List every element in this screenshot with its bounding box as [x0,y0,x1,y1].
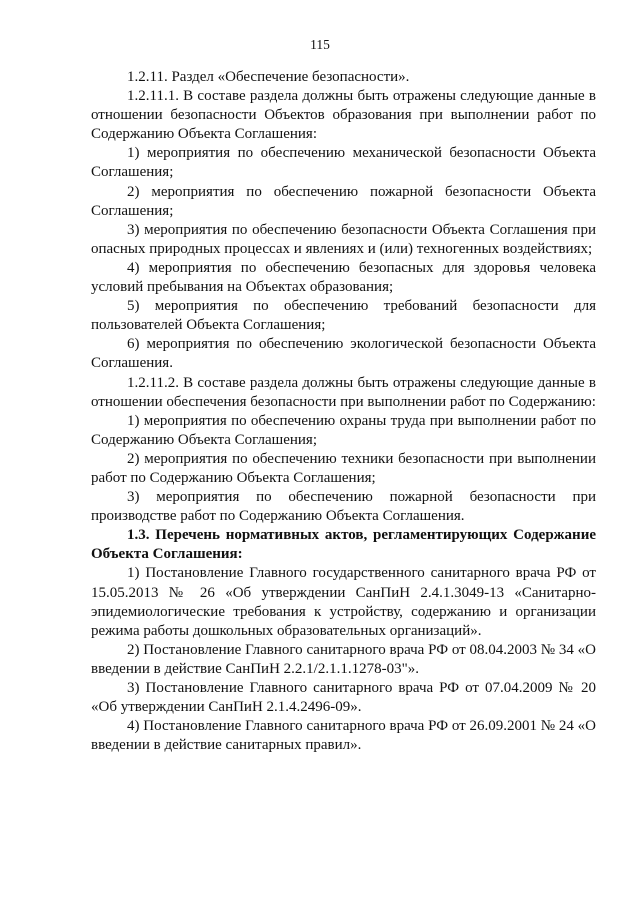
section-heading: 1.3. Перечень нормативных актов, регламентирующих Содержание Объекта Соглашения: [91,527,596,563]
paragraph: 3) Постановление Главного санитарного врача РФ от 07.04.2009 № 20 «Об утверждении СанПиН 2.1.4.2496-09». [91,680,596,716]
paragraph: 2) мероприятия по обеспечению пожарной безопасности Объекта Соглашения; [91,183,596,219]
page-number: 115 [310,37,330,52]
paragraph: 2) Постановление Главного санитарного врача РФ от 08.04.2003 № 34 «О введении в действие СанПиН 2.2.1/2.1.1.1278-03"». [91,641,596,677]
paragraph: 6) мероприятия по обеспечению экологической безопасности Объекта Соглашения. [91,336,596,372]
paragraph: 5) мероприятия по обеспечению требований безопасности для пользователей Объекта Соглашения; [91,298,596,334]
paragraph: 1.2.11.1. В составе раздела должны быть отражены следующие данные в отношении безопасности Объектов образования при выполнении работ по Содержанию Объекта Соглашения: [91,88,596,143]
document-body [91,68,596,755]
paragraph: 1) мероприятия по обеспечению охраны труда при выполнении работ по Содержанию Объекта Соглашения; [91,412,596,448]
paragraph: 1.2.11. Раздел «Обеспечение безопасности». [127,69,410,85]
paragraph: 3) мероприятия по обеспечению безопасности Объекта Соглашения при опасных природных процессах и явлениях и (или) техногенных воздействиях; [91,221,596,257]
paragraph: 1.2.11.2. В составе раздела должны быть отражены следующие данные в отношении обеспечения безопасности при выполнении работ по Содержанию: [91,374,596,410]
paragraph: 1) Постановление Главного государственного санитарного врача РФ от 15.05.2013 № 26 «Об утверждении СанПиН 2.4.1.3049-13 «Санитарно-эпидемиологические требования к устройству, содержанию и организации режима работы дошкольных образовательных организаций». [91,565,596,639]
paragraph: 4) Постановление Главного санитарного врача РФ от 26.09.2001 № 24 «О введении в действие санитарных правил». [91,718,596,754]
paragraph: 4) мероприятия по обеспечению безопасных для здоровья человека условий пребывания на Объектах образования; [91,259,596,296]
paragraph: 3) мероприятия по обеспечению пожарной безопасности при производстве работ по Содержанию Объекта Соглашения. [91,489,596,525]
paragraph: 2) мероприятия по обеспечению техники безопасности при выполнении работ по Содержанию Объекта Соглашения; [91,450,596,486]
paragraph: 1) мероприятия по обеспечению механической безопасности Объекта Соглашения; [91,145,596,181]
